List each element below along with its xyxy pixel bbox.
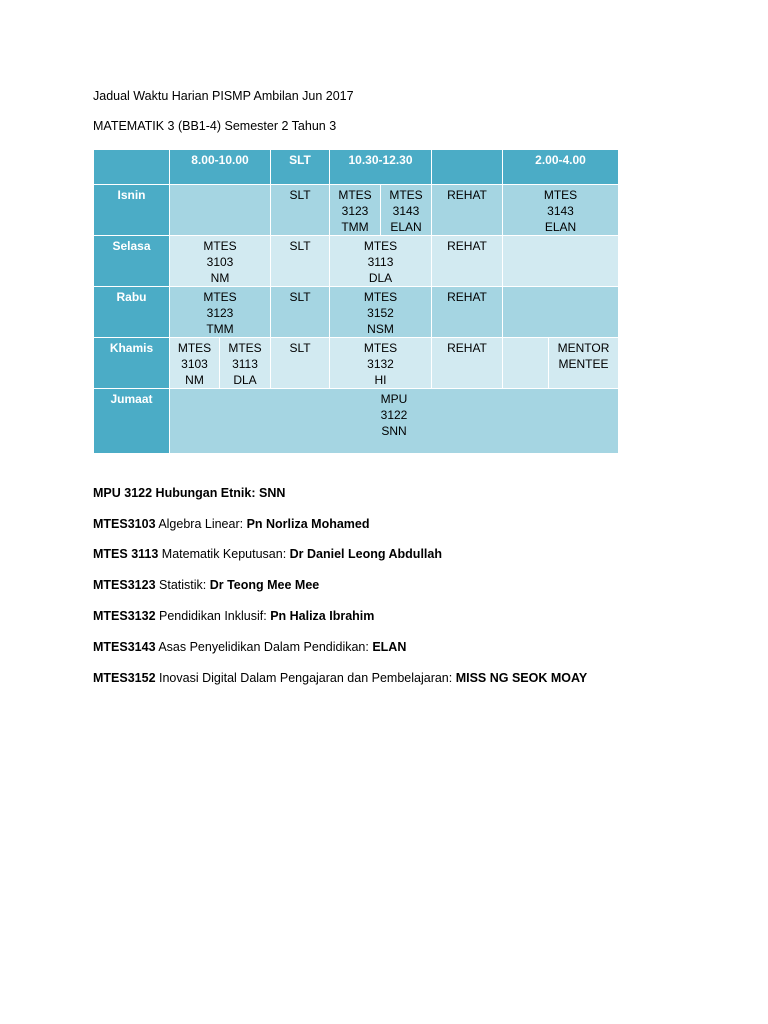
legend-item (93, 547, 442, 561)
isnin-midday-course-1 (330, 185, 381, 236)
legend-course-code: MTES3152 (93, 671, 156, 685)
cell-line: MENTEE (558, 357, 609, 371)
cell-line: NM (210, 271, 230, 285)
cell-line: TMM (341, 220, 369, 234)
cell-line: 3143 (547, 204, 574, 218)
row-jumaat (94, 389, 619, 454)
legend-course-name: Hubungan Etnik: (152, 486, 259, 500)
cell-line: MTES (363, 239, 398, 253)
selasa-afternoon-empty (503, 236, 619, 287)
header-slt: SLT (271, 150, 330, 185)
legend-lecturer: Dr Teong Mee Mee (209, 578, 320, 592)
cell-line: TMM (206, 322, 234, 336)
day-label-rabu: Rabu (94, 287, 170, 338)
legend-course-code: MTES3143 (93, 640, 156, 654)
row-isnin (94, 185, 619, 236)
document-subtitle: MATEMATIK 3 (BB1-4) Semester 2 Tahun 3 (93, 119, 337, 133)
header-time-midday: 10.30-12.30 (330, 150, 432, 185)
khamis-morning-course-1 (170, 338, 220, 389)
cell-line: MENTOR (557, 341, 610, 355)
day-label-selasa: Selasa (94, 236, 170, 287)
cell-line: DLA (368, 271, 393, 285)
cell-line: 3123 (206, 306, 234, 320)
cell-line: 3143 (392, 204, 420, 218)
legend-course-code: MTES3132 (93, 609, 156, 623)
legend-lecturer: Dr Daniel Leong Abdullah (289, 547, 442, 561)
cell-line: 3123 (341, 204, 369, 218)
legend-course-name: Algebra Linear: (155, 517, 247, 531)
cell-line: 3152 (367, 306, 394, 320)
cell-line: NSM (367, 322, 394, 336)
header-break (432, 150, 503, 185)
cell-line: MTES (203, 239, 237, 253)
selasa-midday-course (330, 236, 432, 287)
legend-lecturer: Pn Haliza Ibrahim (270, 609, 375, 623)
legend-course-code: MTES3103 (93, 517, 156, 531)
legend-item (93, 578, 319, 592)
cell-line: ELAN (544, 220, 577, 234)
rabu-afternoon-empty (503, 287, 619, 338)
legend-lecturer: Pn Norliza Mohamed (246, 517, 370, 531)
khamis-midday-course (330, 338, 432, 389)
cell-line: 3132 (367, 357, 394, 371)
legend-course-code: MTES3123 (93, 578, 156, 592)
legend-lecturer: ELAN (372, 640, 407, 654)
jumaat-course (170, 389, 619, 454)
day-label-jumaat: Jumaat (94, 389, 170, 454)
cell-line: MTES (363, 341, 398, 355)
cell-line: HI (374, 373, 387, 387)
legend-course-name: Asas Penyelidikan Dalam Pendidikan: (155, 640, 373, 654)
legend-item (93, 486, 285, 500)
cell-line: 3122 (380, 408, 408, 422)
khamis-afternoon-empty (503, 338, 549, 389)
legend-course-name: Statistik: (155, 578, 210, 592)
header-time-afternoon: 2.00-4.00 (503, 150, 619, 185)
legend-lecturer: MISS NG SEOK MOAY (455, 671, 588, 685)
header-empty-corner (94, 150, 170, 185)
legend-item (93, 671, 587, 685)
selasa-slt: SLT (271, 236, 330, 287)
legend-item (93, 640, 406, 654)
header-time-morning: 8.00-10.00 (170, 150, 271, 185)
day-label-isnin: Isnin (94, 185, 170, 236)
cell-line: MTES (203, 290, 237, 304)
rabu-morning-course (170, 287, 271, 338)
isnin-midday-course-2 (381, 185, 432, 236)
cell-line: MTES (363, 290, 398, 304)
legend-item (93, 517, 370, 531)
legend-item (93, 609, 374, 623)
cell-line: ELAN (390, 220, 422, 234)
cell-line: SNN (381, 424, 407, 438)
cell-line: MPU (380, 392, 408, 406)
cell-line: MTES (338, 188, 372, 202)
legend-course-name: Inovasi Digital Dalam Pengajaran dan Pembelajaran: (155, 671, 456, 685)
cell-line: 3113 (232, 357, 258, 371)
document-title: Jadual Waktu Harian PISMP Ambilan Jun 2017 (93, 89, 354, 103)
rabu-midday-course (330, 287, 432, 338)
khamis-slt: SLT (271, 338, 330, 389)
isnin-slt: SLT (271, 185, 330, 236)
timetable-header-row (94, 150, 619, 185)
khamis-rehat: REHAT (432, 338, 503, 389)
cell-line: 3103 (181, 357, 208, 371)
legend-course-name: Pendidikan Inklusif: (155, 609, 271, 623)
khamis-morning-course-2 (220, 338, 271, 389)
legend-course-name: Matematik Keputusan: (158, 547, 290, 561)
day-label-khamis: Khamis (94, 338, 170, 389)
cell-line: 3113 (367, 255, 394, 269)
cell-line: NM (185, 373, 204, 387)
rabu-rehat: REHAT (432, 287, 503, 338)
cell-line: MTES (543, 188, 578, 202)
cell-line: MTES (177, 341, 212, 355)
row-khamis (94, 338, 619, 389)
selasa-rehat: REHAT (432, 236, 503, 287)
isnin-morning-empty (170, 185, 271, 236)
timetable (93, 149, 619, 454)
cell-line: DLA (233, 373, 257, 387)
row-rabu (94, 287, 619, 338)
cell-line: 3103 (206, 255, 234, 269)
isnin-rehat: REHAT (432, 185, 503, 236)
khamis-afternoon-mentor (549, 338, 619, 389)
cell-line: MTES (389, 188, 423, 202)
legend-course-code: MTES 3113 (93, 547, 159, 561)
row-selasa (94, 236, 619, 287)
isnin-afternoon-course (503, 185, 619, 236)
selasa-morning-course (170, 236, 271, 287)
legend-lecturer: SNN (259, 486, 286, 500)
legend-course-code: MPU 3122 (93, 486, 153, 500)
rabu-slt: SLT (271, 287, 330, 338)
cell-line: MTES (228, 341, 262, 355)
